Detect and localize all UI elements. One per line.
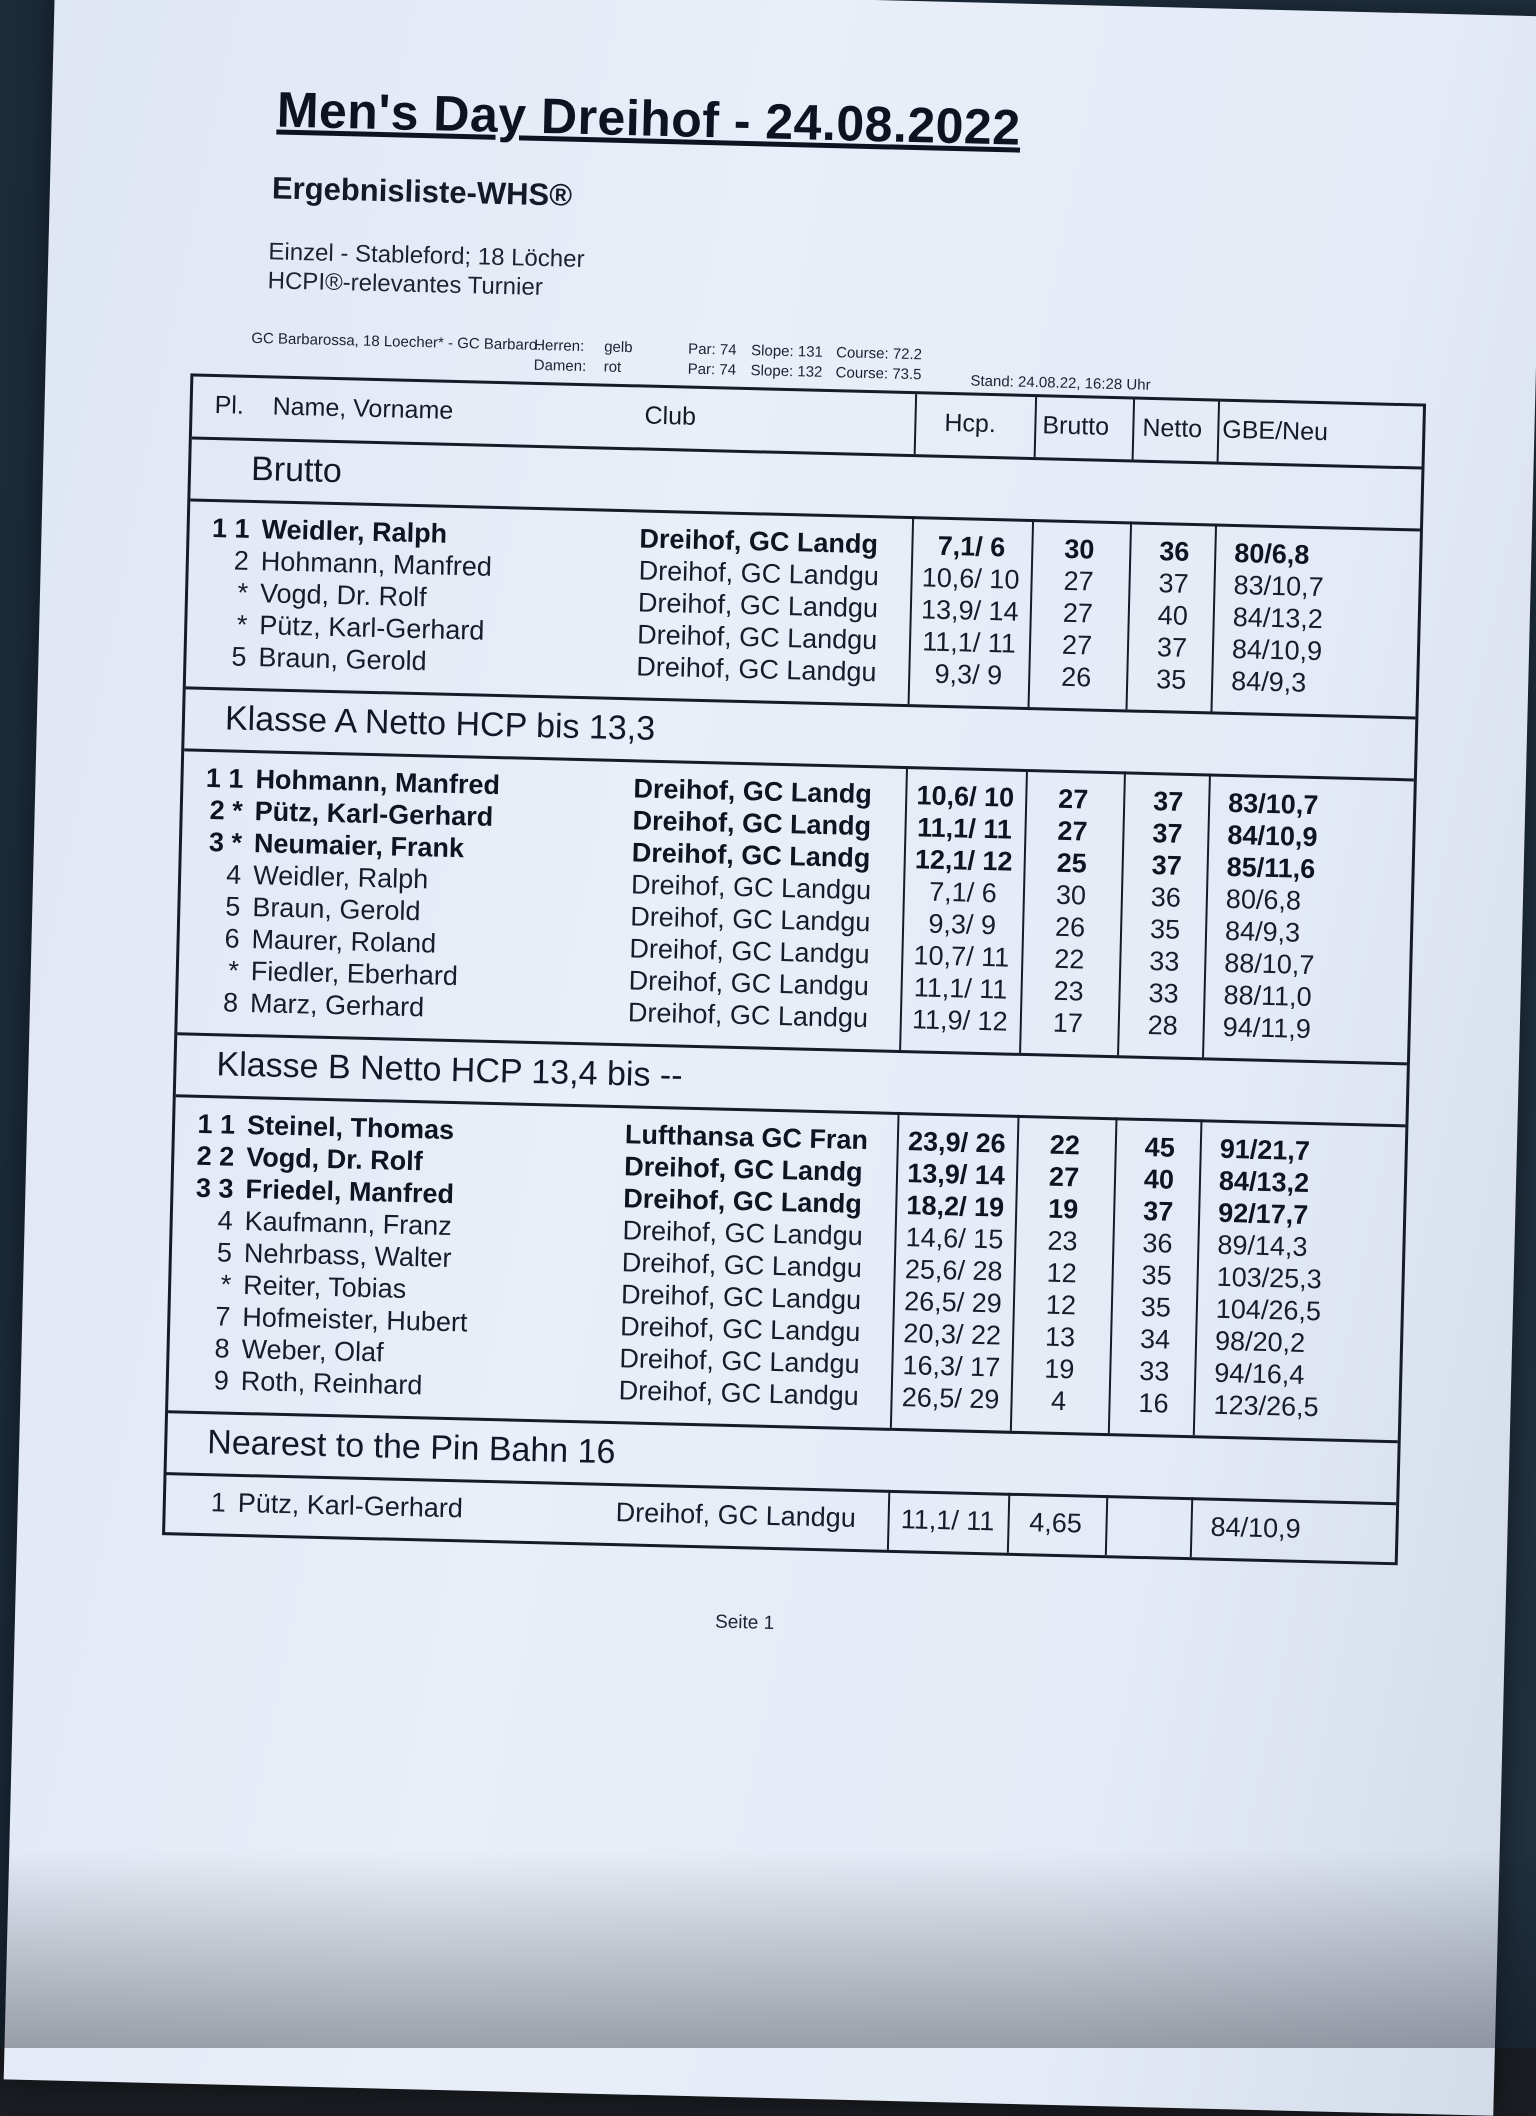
cell-hcp: 26,5/ 29 <box>901 1382 1000 1415</box>
cell-name: Maurer, Roland <box>251 924 437 959</box>
cell-club: Dreihof, GC Landgu <box>621 1247 863 1284</box>
cell-name: Friedel, Manfred <box>245 1174 455 1210</box>
cell-netto: 33 <box>1138 1355 1170 1387</box>
cell-brutto: 26 <box>1060 661 1092 693</box>
herren-label: Herren: <box>534 336 585 356</box>
cell-pl: 5 <box>231 641 247 672</box>
cell-pl: * <box>236 609 248 640</box>
cell-name: Weber, Olaf <box>241 1333 385 1368</box>
header-pl: Pl. <box>214 391 245 420</box>
cell-pl: 5 <box>216 1237 233 1268</box>
cell-hcp: 9,3/ 9 <box>928 908 997 941</box>
cell-hcp: 25,6/ 28 <box>904 1254 1003 1287</box>
cell-club: Dreihof, GC Landg <box>623 1151 863 1188</box>
cell-club: Dreihof, GC Landg <box>633 773 873 810</box>
cell-pl: 2 <box>233 545 250 576</box>
cell-gbe: 85/11,6 <box>1226 851 1316 885</box>
cell-name: Roth, Reinhard <box>240 1365 423 1401</box>
cell-netto <box>1111 1509 1191 1511</box>
cell-gbe: 88/11,0 <box>1223 979 1312 1013</box>
cell-hcp: 7,1/ 6 <box>937 530 1006 563</box>
cell-name: Vogd, Dr. Rolf <box>259 578 427 613</box>
cell-pl: 6 <box>224 923 240 954</box>
document-subtitle: Ergebnisliste-WHS® <box>271 170 573 213</box>
cell-hcp: 26,5/ 29 <box>903 1286 1003 1319</box>
cell-gbe: 80/6,8 <box>1233 537 1310 570</box>
cell-brutto: 30 <box>1055 879 1087 911</box>
results-table <box>162 373 1426 1565</box>
cell-netto: 37 <box>1158 568 1189 599</box>
cell-brutto: 27 <box>1063 565 1094 597</box>
cell-brutto: 23 <box>1053 975 1084 1007</box>
cell-club: Dreihof, GC Landgu <box>630 869 872 906</box>
cell-hcp: 7,1/ 6 <box>928 876 998 909</box>
cell-hcp: 11,1/ 11 <box>916 812 1013 845</box>
cell-brutto: 27 <box>1061 629 1093 661</box>
cell-netto: 37 <box>1142 1195 1174 1227</box>
cell-club: Dreihof, GC Landg <box>631 837 871 874</box>
cell-name: Fiedler, Eberhard <box>250 956 459 992</box>
cell-pl: 4 <box>225 859 242 890</box>
cell-name: Nehrbass, Walter <box>243 1238 452 1274</box>
cell-brutto: 19 <box>1043 1353 1075 1385</box>
cell-club: Dreihof, GC Landgu <box>636 619 878 656</box>
cell-club: Dreihof, GC Landg <box>639 523 879 560</box>
tournament-description <box>267 237 585 303</box>
cell-pl: 1 1 <box>205 762 244 794</box>
cell-hcp: 13,9/ 14 <box>920 594 1020 627</box>
cell-brutto: 27 <box>1048 1161 1080 1193</box>
cell-gbe: 84/10,9 <box>1231 633 1323 667</box>
cell-hcp: 16,3/ 17 <box>902 1350 1001 1383</box>
cell-netto: 37 <box>1152 786 1184 817</box>
cell-brutto: 26 <box>1054 911 1086 943</box>
cell-netto: 28 <box>1147 1010 1179 1041</box>
section-title: Brutto <box>250 449 343 491</box>
result-sheet <box>4 0 1536 2116</box>
cell-hcp: 10,7/ 11 <box>913 940 1010 973</box>
format-line: Einzel - Stableford; 18 Löcher <box>268 238 585 274</box>
cell-hcp: 11,1/ 11 <box>900 1504 995 1537</box>
header-gbe: GBE/Neu <box>1222 415 1329 447</box>
cell-gbe: 103/25,3 <box>1216 1261 1323 1295</box>
cell-netto: 40 <box>1143 1163 1175 1195</box>
cell-club: Dreihof, GC Landgu <box>638 555 880 592</box>
cell-gbe: 83/10,7 <box>1227 787 1319 821</box>
cell-netto: 34 <box>1139 1323 1171 1355</box>
cell-pl: 2 2 <box>196 1140 235 1172</box>
cell-gbe: 91/21,7 <box>1219 1133 1311 1167</box>
cell-hcp: 20,3/ 22 <box>903 1318 1002 1351</box>
cell-netto: 35 <box>1149 914 1181 945</box>
cell-club: Dreihof, GC Landgu <box>618 1375 860 1412</box>
cell-netto: 33 <box>1148 946 1180 977</box>
cell-name: Braun, Gerold <box>252 892 421 927</box>
cell-brutto: 4,65 <box>1028 1507 1083 1539</box>
cell-hcp: 10,6/ 10 <box>921 562 1020 595</box>
cell-hcp: 14,6/ 15 <box>905 1222 1004 1255</box>
cell-name: Hofmeister, Hubert <box>242 1301 468 1338</box>
page-number: Seite 1 <box>714 1611 775 1635</box>
section-title: Klasse B Netto HCP 13,4 bis -- <box>216 1045 684 1095</box>
cell-club: Dreihof, GC Landgu <box>619 1311 861 1348</box>
cell-netto: 35 <box>1140 1291 1172 1323</box>
cell-netto: 33 <box>1148 978 1179 1009</box>
cell-gbe: 84/9,3 <box>1224 915 1301 948</box>
cell-club: Dreihof, GC Landgu <box>636 651 877 688</box>
herren-course: Course: 72.2 <box>835 344 923 364</box>
cell-name: Steinel, Thomas <box>246 1110 455 1146</box>
header-club: Club <box>644 401 697 431</box>
cell-pl: 1 1 <box>211 513 251 544</box>
cell-gbe: 98/20,2 <box>1214 1325 1306 1358</box>
cell-brutto: 27 <box>1057 783 1089 815</box>
cell-club: Lufthansa GC Fran <box>624 1119 869 1156</box>
cell-gbe: 80/6,8 <box>1225 883 1302 916</box>
cell-hcp: 18,2/ 19 <box>906 1190 1005 1223</box>
cell-pl: * <box>220 1269 232 1300</box>
cell-gbe: 89/14,3 <box>1217 1229 1308 1262</box>
cell-pl: 8 <box>214 1333 230 1364</box>
herren-par: Par: 74 <box>687 340 737 359</box>
cell-name: Braun, Gerold <box>258 642 427 677</box>
cell-pl: 7 <box>215 1301 231 1332</box>
cell-brutto: 17 <box>1052 1007 1084 1039</box>
cell-name: Reiter, Tobias <box>242 1269 407 1304</box>
cell-pl: * <box>227 955 240 986</box>
header-netto: Netto <box>1142 413 1203 444</box>
cell-club: Dreihof, GC Landg <box>632 805 872 842</box>
cell-name: Pütz, Karl-Gerhard <box>237 1487 464 1524</box>
damen-slope: Slope: 132 <box>750 362 823 381</box>
cell-name: Weidler, Ralph <box>261 514 448 549</box>
cell-name: Hohmann, Manfred <box>255 764 501 801</box>
cell-brutto: 22 <box>1049 1129 1081 1161</box>
cell-hcp: 11,1/ 11 <box>921 626 1017 659</box>
cell-brutto: 19 <box>1047 1193 1079 1225</box>
cell-pl: * <box>237 577 249 608</box>
cell-gbe: 84/13,2 <box>1218 1165 1310 1198</box>
table-surface-shadow <box>0 1850 1536 2048</box>
cell-pl: 8 <box>222 987 239 1018</box>
damen-label: Damen: <box>533 356 587 376</box>
cell-brutto: 12 <box>1045 1289 1077 1321</box>
cell-pl: 1 <box>210 1487 227 1518</box>
cell-name: Vogd, Dr. Rolf <box>245 1142 424 1177</box>
cell-gbe: 104/26,5 <box>1215 1293 1322 1327</box>
cell-name: Pütz, Karl-Gerhard <box>254 796 494 832</box>
cell-club: Dreihof, GC Landgu <box>619 1343 860 1380</box>
damen-tee: rot <box>603 358 622 376</box>
cell-hcp: 11,1/ 11 <box>913 972 1008 1005</box>
cell-name: Neumaier, Frank <box>253 828 465 864</box>
course-name: GC Barbarossa, 18 Loecher* - GC Barbaro. <box>251 329 542 354</box>
document-title: Men's Day Dreihof - 24.08.2022 <box>276 81 1022 156</box>
cell-gbe: 83/10,7 <box>1233 569 1325 603</box>
cell-gbe: 92/17,7 <box>1217 1197 1309 1230</box>
damen-par: Par: 74 <box>687 360 737 379</box>
damen-course: Course: 73.5 <box>835 364 922 384</box>
cell-gbe: 84/9,3 <box>1230 665 1307 698</box>
cell-pl: 5 <box>225 891 241 922</box>
cell-club: Dreihof, GC Landgu <box>627 997 869 1034</box>
cell-brutto: 27 <box>1062 597 1094 629</box>
stand-timestamp: Stand: 24.08.22, 16:28 Uhr <box>970 372 1151 394</box>
cell-brutto: 22 <box>1053 943 1085 975</box>
cell-hcp: 12,1/ 12 <box>914 844 1013 877</box>
cell-hcp: 23,9/ 26 <box>907 1126 1007 1159</box>
hcpi-line: HCPI®-relevantes Turnier <box>267 267 544 302</box>
cell-hcp: 11,9/ 12 <box>911 1004 1008 1037</box>
cell-club: Dreihof, GC Landgu <box>622 1215 864 1252</box>
section-title: Klasse A Netto HCP bis 13,3 <box>224 699 656 748</box>
section-title: Nearest to the Pin Bahn 16 <box>206 1423 616 1472</box>
cell-netto: 16 <box>1138 1387 1169 1419</box>
cell-hcp: 10,6/ 10 <box>916 780 1015 813</box>
cell-name: Kaufmann, Franz <box>244 1206 453 1242</box>
cell-hcp: 9,3/ 9 <box>934 658 1003 691</box>
cell-netto: 35 <box>1141 1259 1173 1291</box>
cell-brutto: 4 <box>1050 1385 1067 1417</box>
cell-netto: 40 <box>1157 600 1189 631</box>
herren-tee: gelb <box>603 338 633 357</box>
cell-gbe: 123/26,5 <box>1213 1389 1319 1423</box>
cell-club: Dreihof, GC Landgu <box>615 1497 857 1534</box>
cell-netto: 37 <box>1152 818 1183 849</box>
cell-brutto: 12 <box>1046 1257 1078 1289</box>
cell-name: Weidler, Ralph <box>252 860 429 895</box>
cell-netto: 36 <box>1158 536 1190 567</box>
cell-netto: 36 <box>1150 882 1182 913</box>
header-hcp: Hcp. <box>944 408 997 439</box>
cell-name: Hohmann, Manfred <box>260 546 493 582</box>
cell-gbe: 84/10,9 <box>1227 819 1318 853</box>
cell-gbe: 88/10,7 <box>1223 947 1315 981</box>
cell-brutto: 13 <box>1044 1321 1076 1353</box>
cell-netto: 36 <box>1142 1227 1173 1259</box>
cell-brutto: 25 <box>1056 847 1088 879</box>
cell-netto: 37 <box>1151 850 1183 881</box>
cell-pl: 3 * <box>208 827 243 858</box>
cell-gbe: 94/11,9 <box>1222 1011 1312 1044</box>
cell-pl: 9 <box>213 1365 230 1396</box>
cell-brutto: 27 <box>1057 815 1088 847</box>
cell-netto: 37 <box>1156 632 1188 663</box>
cell-club: Dreihof, GC Landgu <box>637 587 879 624</box>
cell-gbe: 84/10,9 <box>1210 1511 1301 1544</box>
cell-club: Dreihof, GC Landgu <box>629 901 871 938</box>
cell-club: Dreihof, GC Landg <box>623 1183 863 1220</box>
cell-club: Dreihof, GC Landgu <box>620 1279 862 1316</box>
cell-brutto: 30 <box>1064 533 1095 565</box>
cell-club: Dreihof, GC Landgu <box>628 965 870 1002</box>
cell-name: Marz, Gerhard <box>249 988 425 1023</box>
cell-pl: 1 1 <box>197 1108 236 1140</box>
cell-hcp: 13,9/ 14 <box>906 1158 1006 1191</box>
cell-gbe: 94/16,4 <box>1213 1357 1305 1390</box>
header-brutto: Brutto <box>1042 411 1110 441</box>
cell-netto: 35 <box>1155 664 1187 695</box>
header-name: Name, Vorname <box>272 392 454 425</box>
cell-pl: 3 3 <box>195 1172 234 1204</box>
cell-name: Pütz, Karl-Gerhard <box>258 610 485 646</box>
cell-netto: 45 <box>1144 1131 1176 1163</box>
herren-slope: Slope: 131 <box>750 342 824 361</box>
cell-pl: 2 * <box>209 795 244 826</box>
cell-pl: 4 <box>217 1205 234 1236</box>
cell-brutto: 23 <box>1047 1225 1078 1257</box>
cell-club: Dreihof, GC Landgu <box>629 933 870 970</box>
cell-gbe: 84/13,2 <box>1232 601 1324 635</box>
